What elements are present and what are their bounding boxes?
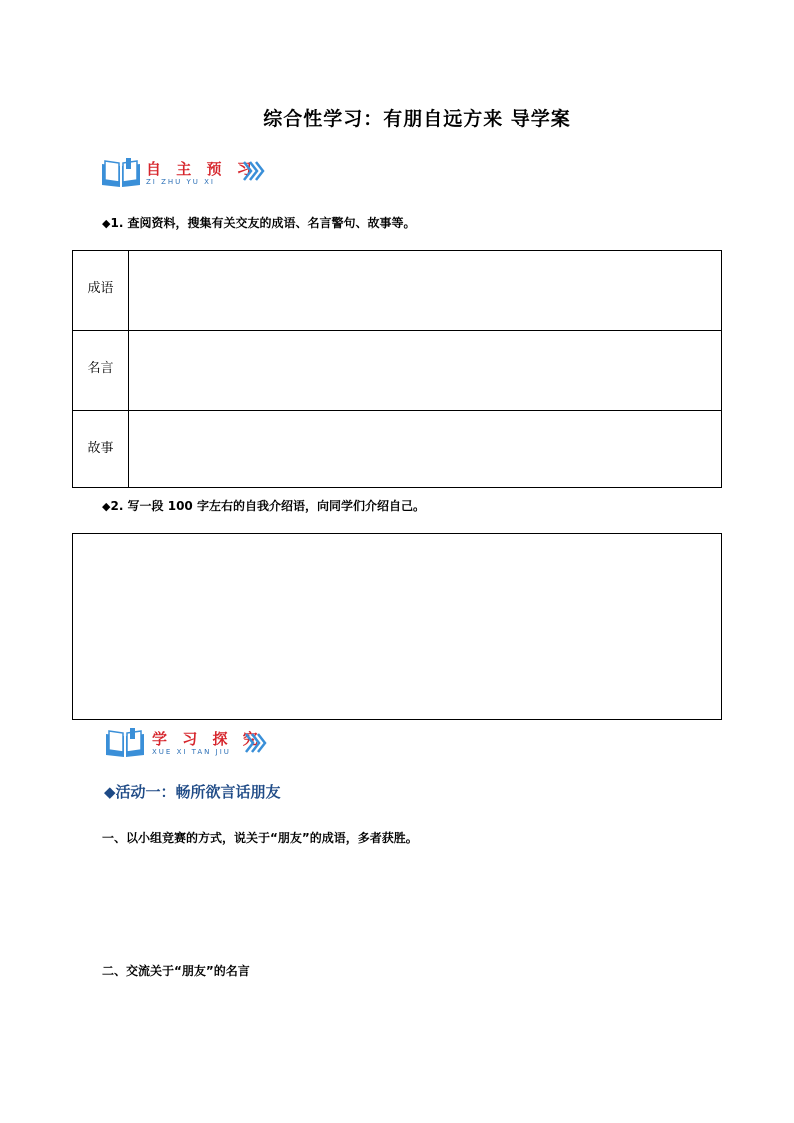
table-row: [73, 251, 722, 331]
chevron-right-icon: [242, 160, 266, 182]
section-header-preview: [100, 158, 270, 198]
question-2: [102, 497, 425, 514]
answer-cell[interactable]: [129, 331, 722, 411]
diamond-bullet: ◆: [102, 217, 111, 230]
table-row: [73, 411, 722, 488]
question-1-text: 1. 查阅资料，搜集有关交友的成语、名言警句、故事等。: [110, 216, 416, 230]
answer-cell[interactable]: [129, 411, 722, 488]
table-row: [73, 331, 722, 411]
book-icon: [104, 728, 146, 758]
section-pinyin: ZI ZHU YU XI: [146, 178, 215, 186]
activity-1-text: 活动一：畅所欲言话朋友: [115, 783, 281, 801]
question-1: [102, 214, 416, 231]
activity-item-2: 二、交流关于“朋友”的名言: [102, 964, 250, 978]
answer-cell[interactable]: [129, 251, 722, 331]
diamond-bullet: ◆: [104, 783, 116, 801]
activity-1-heading: [104, 781, 281, 802]
answer-box[interactable]: [72, 533, 722, 720]
section-heading: 自 主 预 习: [146, 160, 257, 178]
collection-table: [72, 250, 722, 488]
book-icon: [100, 158, 142, 188]
row-label: 名言: [73, 331, 129, 411]
row-label: 故事: [73, 411, 129, 488]
chevron-right-icon: [244, 732, 268, 754]
question-2-text: 2. 写一段 100 字左右的自我介绍语，向同学们介绍自己。: [110, 499, 425, 513]
section-pinyin: XUE XI TAN JIU: [152, 748, 231, 756]
diamond-bullet: ◆: [102, 500, 111, 513]
activity-item-1: 一、以小组竞赛的方式，说关于“朋友”的成语，多者获胜。: [102, 831, 418, 845]
section-header-explore: [104, 728, 274, 768]
row-label: 成语: [73, 251, 129, 331]
section-heading: 学 习 探 究: [152, 730, 263, 748]
page-title: 综合性学习：有朋自远方来 导学案: [263, 108, 571, 130]
